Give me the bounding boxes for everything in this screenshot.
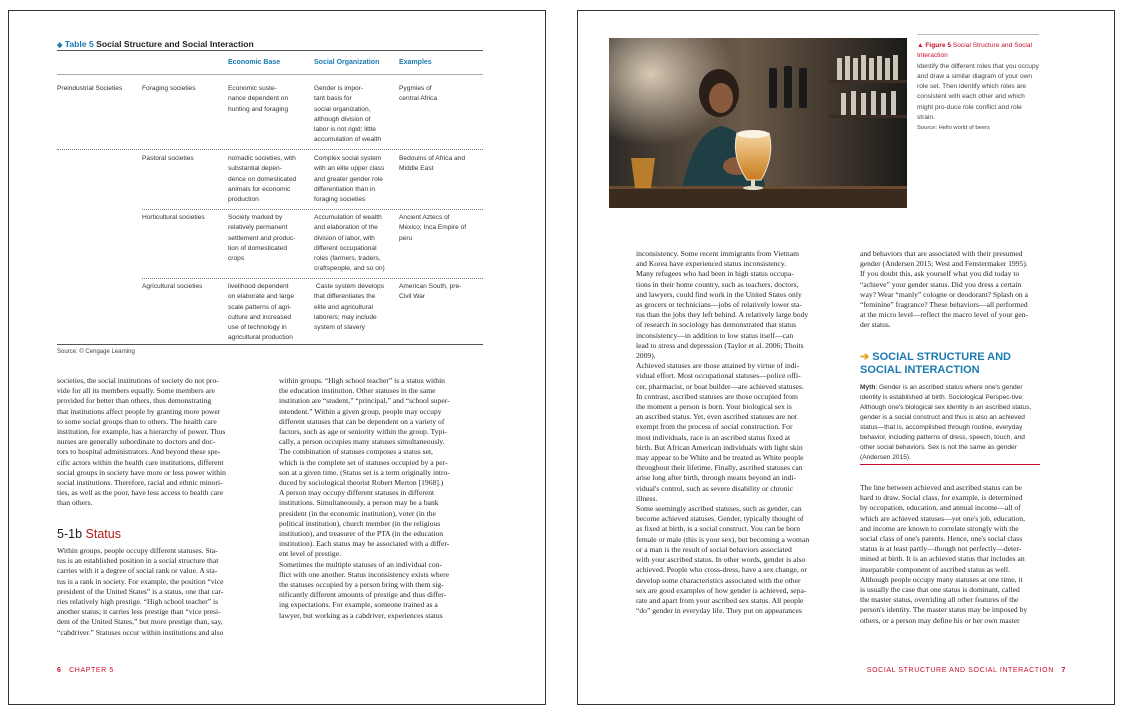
diamond-icon: ◆ — [57, 42, 63, 49]
cell-social: Accumulation of wealth and elaboration of the division of labor, with different occupational roles (farmers, traders, craftspeople, and so on) — [314, 214, 385, 273]
table-label: Table 5 — [64, 39, 94, 49]
table-top-rule — [57, 50, 483, 51]
right-body-col2-top: and behaviors that are associated with their presumed gender (Andersen 2015; West and Fenstermaker 1995). If you doubt this, ask yourself what you did today to “achieve” your gender status. Did you dress a certain way? Wear “manly” cologne or deodorant? Splash on a “feminine” fragrance? These behaviors—all performed at the micro level—reflect the macro level of your gen- der status. — [860, 249, 1029, 330]
side-heading-text: SOCIAL STRUCTURE AND SOCIAL INTERACTION — [860, 351, 1012, 376]
right-folio — [867, 667, 1066, 674]
table-title — [57, 39, 254, 49]
cell-type: Foraging societies — [142, 85, 196, 92]
left-page — [8, 10, 546, 705]
caption-rule — [917, 34, 1039, 35]
body-col2: within groups. “High school teacher” is a status within the education institution. Other statuses in the same institution are “student,” “principal,” and “school super- intendent.” Within a given group, people may occupy different statuses that can be dependent on a variety of factors, such as age or seniority within the group. Typi- cally, a person occupies many statuses simultaneously. The combination of statuses composes a status set, which is the complete set of statuses occupied by a per- son at a given time. (Status set is a term originally intro- duced by sociological theorist Robert Merton [1968].) A person may occupy different statuses in different institutions. Simultaneously, a person may be a bank president (in the economic institution), voter (in the political institution), church member (in the religious institution), and treasurer of the PTA (in the education institution). Each status may be associated with a differ- ent level of prestige. Sometimes the multiple statuses of an individual con- flict with one another. Status inconsistency exists where the statuses occupied by a person bring with them sig- nificantly different amounts of prestige and thus differ- ing expectations. For example, someone trained as a lawyer, but working as a cabdriver, experiences status — [279, 376, 450, 620]
cell-examples: American South, pre- Civil War — [399, 283, 462, 301]
arrow-icon: ➔ — [860, 351, 870, 363]
figure-caption — [917, 41, 1039, 134]
header-examples: Examples — [399, 59, 432, 66]
figure-title: Social Structure and Social Interaction — [917, 42, 1033, 60]
figure-label: ▲ Figure 5 — [917, 42, 952, 49]
right-page — [577, 10, 1115, 705]
table-title-text: Social Structure and Social Interaction — [96, 39, 254, 49]
cell-examples: Pygmies of central Africa — [399, 85, 438, 103]
row-divider — [57, 149, 483, 150]
cell-social: Complex social system with an elite upper class and greater gender role differentiation than in foraging societies — [314, 155, 385, 204]
cell-type: Horticultural societies — [142, 214, 205, 221]
myth-box — [860, 383, 1040, 463]
page-number: 7 — [1061, 667, 1066, 674]
left-folio — [57, 667, 114, 674]
page-number: 6 — [57, 667, 62, 674]
row-divider — [142, 209, 483, 210]
body-col1-bottom: Within groups, people occupy different statuses. Sta- tus is an established position in a social structure that carries with it a degree of social rank or value. A sta- tus is a rank in society. For example, the position “vice president of the United States” is a status, one that car- ries relatively high prestige. “High school teacher” is another status; it carries less prestige than “vice presi- dent of the United States,” but more prestige than, say, “cabdriver.” Statuses occur within institutions and also — [57, 546, 224, 637]
cell-type: Agricultural societies — [142, 283, 203, 290]
row-divider — [142, 278, 483, 279]
right-body-col2-bottom: The line between achieved and ascribed status can be hard to draw. Social class, for example, is determined by occupation, education, and annual income—all of which are achieved statuses—yet one's job, education, and income are known to correlate strongly with the social class of one's parents. Hence, one's social class status is at least partly—though not perfectly—deter- mined at birth. It is an achieved status that includes an inseparable component of ascribed status as well. Although people occupy many statuses at one time, it is usually the case that one status is dominant, called the master status, overriding all other features of the person's identity. The master status may be imposed by others, or a person may define his or her own master — [860, 483, 1028, 625]
section-heading — [57, 527, 121, 541]
section-number: 5-1b — [57, 527, 83, 541]
side-heading — [860, 351, 1045, 376]
running-head: SOCIAL STRUCTURE AND SOCIAL INTERACTION — [866, 667, 1054, 674]
header-social-organization: Social Organization — [314, 59, 380, 66]
myth-text: : Gender is an ascribed status where one's gender identity is established at birth. Sociological Perspec-tive: Although one's biological sex identity is an ascribed status, gender is a social construct and thus is also an achieved status—that is, accomplished through routine, everyday behavior, including patterns of dress, speech, touch, and other social behaviors. Sex is not the same as gender (Andersen 2015). — [860, 384, 1032, 461]
cell-examples: Ancient Aztecs of Mexico; Inca Empire of peru — [399, 214, 467, 242]
section-title: Status — [85, 527, 121, 541]
chapter-label: CHAPTER 5 — [69, 667, 114, 674]
figure-caption-text: Identify the different roles that you occupy and draw a similar diagram of your own role set. Then identify which roles are consistent with each other and which might pro-duce role conflict and role strain. — [917, 62, 1039, 122]
table-source: Source: © Cengage Learning — [57, 349, 135, 355]
bar-scene-image — [609, 38, 907, 208]
body-col1-top: societies, the social institutions of society do not pro- vide for all its members equally. Some members are provided for better than others, thus demonstrating that institutions affect people by granting more power to some social groups than to others. The health care institution, for example, has a hierarchy of power. Thus nurses are generally subordinate to doctors and doc- tors to hospital administrators. And beyond these spe- cific actors within the health care institutions, different social groups in society have more or less power within social institutions. Therefore, racial and ethnic minori- ties, as well as the poor, have less access to health care than others. — [57, 376, 226, 508]
cell-economic: Society marked by relatively permanent settlement and produc- tion of domesticated crops — [228, 214, 296, 263]
table-header-rule — [57, 74, 483, 75]
cell-type: Pastoral societies — [142, 155, 194, 162]
myth-label: Myth — [860, 384, 876, 391]
right-body-col1: inconsistency. Some recent immigrants from Vietnam and Korea have experienced status inconsistency. Many refugees who had been in high status occupa- tions in their home country, such as teachers, doctors, and lawyers, could find work in the United States only as grocers or technicians—jobs of relatively lower sta- tus than the jobs they left behind. A relatively large body of research in sociology has demonstrated that status inconsistency—in addition to low status itself—can lead to stress and depression (Taylor et al. 2006; Thoits 2009). Achieved statuses are those attained by virtue of indi- vidual effort. Most occupational statuses—police offi- cer, pharmacist, or boat builder—are achieved statuses. In contrast, ascribed statuses are those occupied from the moment a person is born. Your biological sex is an ascribed status. Yet, even ascribed statuses are not exempt from the process of social construction. For most individuals, race is an ascribed status fixed at birth. But African American individuals with light skin may appear to be White and be treated as White people throughout their lifetime. Finally, ascribed statuses can arise long after birth, through means beyond an indi- vidual's control, such as severe disability or chronic illness. Some seemingly ascribed statuses, such as gender, can become achieved statuses. Gender, typically thought of as fixed at birth, is a social construct. You can be born female or male (this is your sex), but becoming a woman or a man is the result of social behaviors associated with your ascribed status. In other words, gender is also achieved. People who cross-dress, have a sex change, or develop some characteristics associated with the other sex are good examples of how gender is achieved, sepa- rate and apart from your ascribed sex status. All people “do” gender in everyday life. They put on appearances — [636, 249, 810, 616]
cell-economic: nomadic societies, with substantial depen- dence on domesticated animals for economic production — [228, 155, 297, 204]
myth-rule — [860, 464, 1040, 465]
table-bottom-rule — [57, 344, 483, 345]
cell-society: Preindustrial Societies — [57, 85, 123, 92]
cell-social: Gender is impor- tant basis for social organization, although division of labor is not rigid; little accumulation of wealth — [314, 85, 382, 144]
cell-economic: Economic suste- nance dependent on hunting and foraging — [228, 85, 289, 113]
figure-source: Source: Hello world of beers — [917, 125, 990, 132]
cell-economic: livelihood dependent on elaborate and large scale patterns of agri- culture and increased use of technology in agricultural production — [228, 283, 294, 342]
cell-examples: Bedouins of Africa and Middle East — [399, 155, 465, 173]
cell-social: Caste system develops that differentiates the elite and agricultural laborers; may include system of slavery — [314, 283, 384, 332]
header-economic-base: Economic Base — [228, 59, 281, 66]
bartender-photo — [609, 38, 907, 208]
